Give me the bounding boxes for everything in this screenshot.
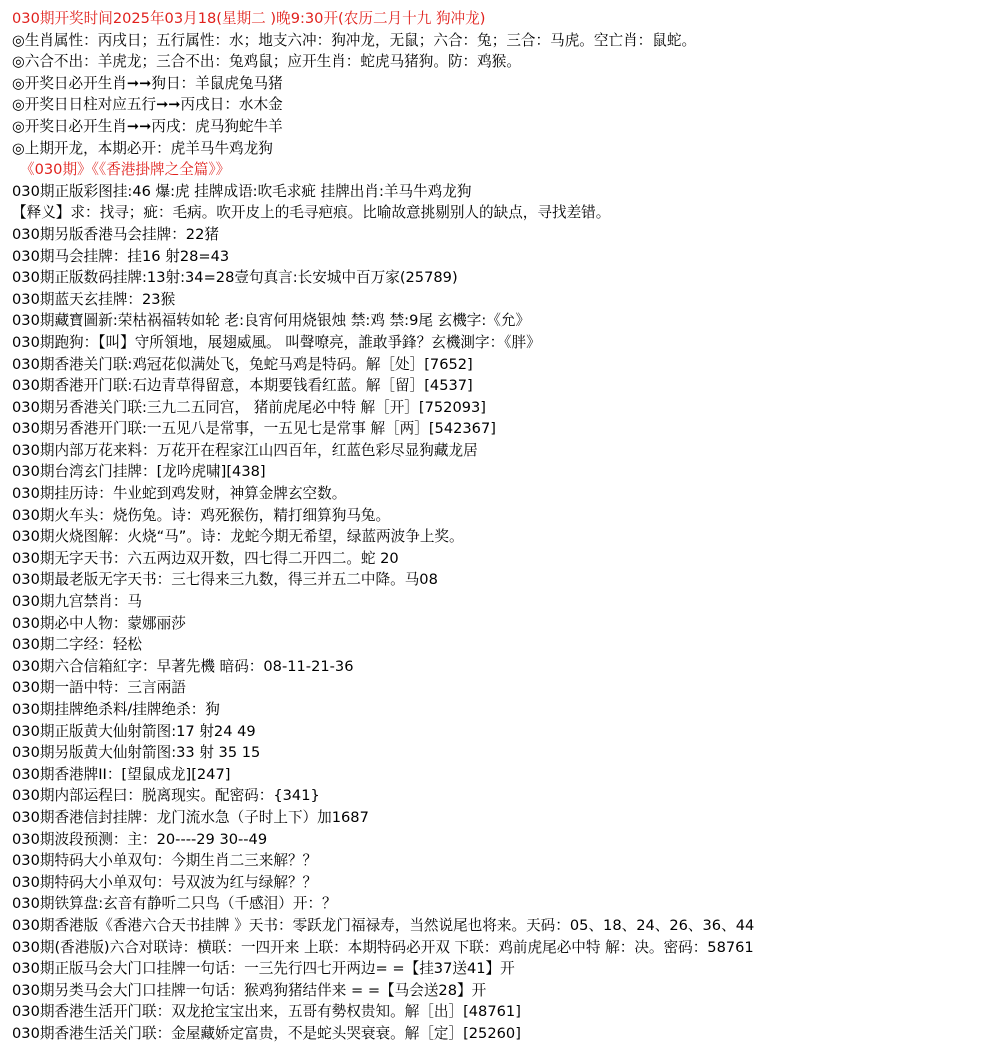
text-line: 030期另香港关门联:三九二五同宫， 猪前虎尾必中特 解［开］[752093] [12, 398, 486, 416]
text-line: 030期挂牌绝杀料/挂牌绝杀：狗 [12, 701, 220, 718]
text-line: 030期九宫禁肖：马 [12, 593, 143, 611]
text-line: 030期跑狗：【叫】守所領地，展翅威風。 叫聲嘹亮，誰敢爭鋒？玄機測字：《胖》 [12, 333, 541, 351]
text-line: 030期二字经：轻松 [12, 636, 143, 654]
no-show-zodiac-line: ◎六合不出：羊虎龙；三合不出：兔鸡鼠；应开生肖：蛇虎马猪狗。防：鸡猴。 [12, 53, 521, 71]
text-line: 030期另版黄大仙射箭图:33 射 35 15 [12, 744, 261, 762]
text-line: 030期香港牌II：[望鼠成龙][247] [12, 765, 231, 783]
text-line: 030期正版黄大仙射箭图:17 射24 49 [12, 722, 256, 740]
text-line: 030期香港信封挂牌：龙门流水急（子时上下）加1687 [12, 808, 369, 826]
text-line: 030期正版数码挂牌:13射:34=28壹句真言:长安城中百万家(25789) [12, 269, 458, 287]
text-line: 030期藏寶圖新:荣枯祸福转如轮 老:良宵何用烧银烛 禁:鸡 禁:9尾 玄機字:《允》 [12, 312, 531, 330]
text-line: 030期(香港版)六合对联诗：横联：一四开来 上联：本期特码必开双 下联：鸡前虎尾必中特 解：决。密码：58761 [12, 938, 754, 956]
text-line: 030期波段预测：主：20----29 30--49 [12, 830, 268, 848]
text-line: 030期一語中特：三言兩語 [12, 679, 186, 697]
text-line: 030期内部万花来料：万花开在程家江山四百年，红蓝色彩尽显狗藏龙居 [12, 441, 478, 459]
text-line: 030期另类马会大门口挂牌一句话：猴鸡狗猪结伴来 = =【马会送28】开 [12, 981, 487, 999]
text-line: 030期最老版无字天书：三七得来三九数，得三并五二中降。马08 [12, 571, 438, 589]
text-line: 030期另香港开门联:一五见八是常事，一五见七是常事 解［两］[542367] [12, 420, 496, 438]
text-line: 030期必中人物：蒙娜丽莎 [12, 614, 186, 632]
text-line: 030期火车头：烧伤兔。诗：鸡死猴伤，精打细算狗马兔。 [12, 506, 391, 524]
must-open-dog-day-line: ◎开奖日必开生肖➞➞狗日：羊鼠虎兔马猪 [12, 74, 283, 92]
lottery-info-document [12, 8, 992, 1045]
text-line: 030期六合信箱紅字：早著先機 暗码：08-11-21-36 [12, 657, 354, 675]
text-line: 030期内部运程曰：脱离现实。配密码：{341} [12, 787, 320, 805]
text-line: 030期特码大小单双句：号双波为红与绿解？？ [12, 873, 318, 891]
text-line: 030期香港开门联:石边青草得留意，本期要钱看红蓝。解［留］[4537] [12, 377, 473, 395]
text-line: 030期马会挂牌：挂16 射28=43 [12, 247, 230, 265]
must-open-bingxu-line: ◎开奖日必开生肖➞➞丙戌：虎马狗蛇牛羊 [12, 117, 283, 135]
text-line: 030期正版彩图挂:46 爆:虎 挂牌成语:吹毛求疵 挂牌出肖:羊马牛鸡龙狗 [12, 182, 472, 200]
day-pillar-line: ◎开奖日日柱对应五行➞➞丙戌日：水木金 [12, 96, 283, 114]
last-period-line: ◎上期开龙，本期必开：虎羊马牛鸡龙狗 [12, 139, 273, 157]
draw-time-heading: 030期开奖时间2025年03月18(星期二 )晚9:30开(农历二月十九 狗冲龙) [12, 10, 486, 27]
text-line: 030期另版香港马会挂牌：22猪 [12, 225, 219, 243]
text-line: 030期香港生活关门联：金屋藏娇定富贵，不是蛇头哭衰衰。解［定］[25260] [12, 1024, 521, 1042]
text-line: 030期铁算盘:玄音有静听二只鸟（千感泪）开：？ [12, 895, 337, 913]
text-line: 030期挂历诗：牛业蛇到鸡发财，神算金牌玄空数。 [12, 485, 347, 503]
text-line: 030期蓝天玄挂牌：23猴 [12, 290, 176, 308]
text-line: 030期香港版《香港六合天书挂牌 》天书：零跃龙门福禄寿，当然说尾也将来。天码：05、18、24、26、36、44 [12, 916, 755, 934]
text-line: 030期正版马会大门口挂牌一句话：一三先行四七开两边= =【挂37送41】开 [12, 960, 515, 978]
text-line: 030期台湾玄门挂牌：[龙吟虎啸][438] [12, 463, 266, 481]
text-line: 030期无字天书：六五两边双开数，四七得二开四二。蛇 20 [12, 549, 399, 567]
text-line: 030期香港生活开门联：双龙抢宝宝出来，五哥有勢权贵知。解［出］[48761] [12, 1003, 521, 1021]
text-line: 030期火烧图解：火烧“马”。诗：龙蛇今期无希望，绿蓝两波争上奖。 [12, 528, 464, 546]
text-line: 【释义】求：找寻；疵：毛病。吹开皮上的毛寻疤痕。比喻故意挑剔别人的缺点，寻找差错。 [12, 204, 611, 222]
text-line: 030期特码大小单双句：今期生肖二三来解？？ [12, 852, 318, 870]
section-title: 《030期》《《香港掛牌之全篇》》 [20, 161, 231, 179]
text-line: 030期香港关门联:鸡冠花似满处飞，兔蛇马鸡是特码。解［处］[7652] [12, 355, 473, 373]
zodiac-attributes-line: ◎生肖属性：丙戌日；五行属性：水；地支六冲：狗冲龙，无鼠；六合：兔；三合：马虎。空亡肖：鼠蛇。 [12, 31, 697, 49]
